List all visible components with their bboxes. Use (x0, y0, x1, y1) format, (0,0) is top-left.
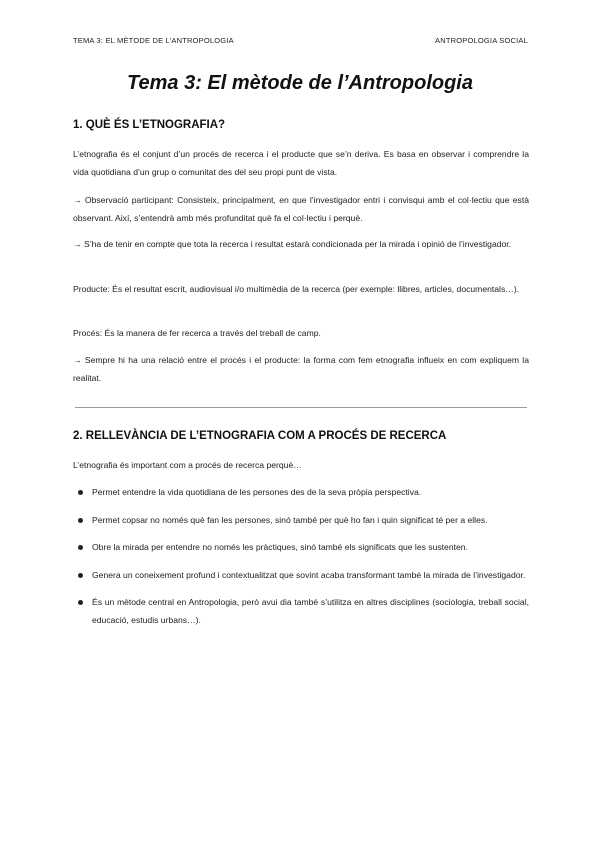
paragraph-1: L’etnografia és el conjunt d’un procés de recerca i el producte que se’n deriva. Es basa en observar i comprendre la vida quotidiana d’un grup o comunitat des del seu propi punt de vista. (73, 149, 529, 177)
bullet-icon (78, 490, 83, 495)
list-item (73, 512, 529, 530)
header-right: ANTROPOLOGIA SOCIAL (435, 36, 528, 45)
section-divider (75, 407, 527, 408)
bullet-text: Permet entendre la vida quotidiana de les persones des de la seva pròpia perspectiva. (92, 487, 422, 497)
bullet-text: Obre la mirada per entendre no només les pràctiques, sinó també els significats que les sustenten. (92, 542, 468, 552)
paragraph-4: Producte: És el resultat escrit, audiovisual i/o multimèdia de la recerca (per exemple: llibres, articles, documentals…). (73, 284, 520, 294)
page-title: Tema 3: El mètode de l’Antropologia (127, 72, 473, 94)
section1-heading: 1. QUÈ ÉS L’ETNOGRAFIA? (73, 119, 226, 131)
bullet-text: Permet copsar no només què fan les persones, sinó també per què ho fan i quin significat té per a elles. (92, 514, 488, 525)
list-item (73, 594, 529, 629)
bullet-icon (78, 518, 83, 523)
section2-heading: 2. RELLEVÀNCIA DE L’ETNOGRAFIA COM A PROCÉS DE RECERCA (73, 430, 447, 442)
section2-intro: L’etnografia és important com a procés de recerca perquè… (73, 460, 302, 470)
list-item (73, 484, 529, 502)
bullet-text: Genera un coneixement profund i contextualitzat que sovint acaba transformant també la mirada de l’investigador. (92, 569, 526, 580)
bullet-icon (78, 600, 83, 605)
bullet-list (73, 484, 529, 629)
paragraph-5: Procés: És la manera de fer recerca a través del treball de camp. (73, 328, 321, 338)
bullet-icon (78, 545, 83, 550)
bullet-text: És un mètode central en Antropologia, però avui dia també s’utilitza en altres disciplines (sociologia, treball social, educació, estudis urbans…). (92, 597, 529, 625)
page-header (73, 36, 528, 48)
list-item (73, 539, 529, 557)
list-item (73, 567, 529, 585)
header-left: TEMA 3: EL MÈTODE DE L’ANTROPOLOGIA (73, 36, 234, 45)
paragraph-3: → S’ha de tenir en compte que tota la recerca i resultat estarà condicionada per la mirada i opinió de l’investigador. (73, 239, 512, 249)
paragraph-2: → Observació participant: Consisteix, principalment, en que l’investigador entri i convisqui amb el col·lectiu que està observant. Així, s’entendrà amb més profunditat què fa el col·lectiu i perquè. (73, 195, 529, 223)
bullet-icon (78, 573, 83, 578)
paragraph-6: → Sempre hi ha una relació entre el procés i el producte: la forma com fem etnografia influeix en com expliquem la realitat. (73, 355, 529, 383)
